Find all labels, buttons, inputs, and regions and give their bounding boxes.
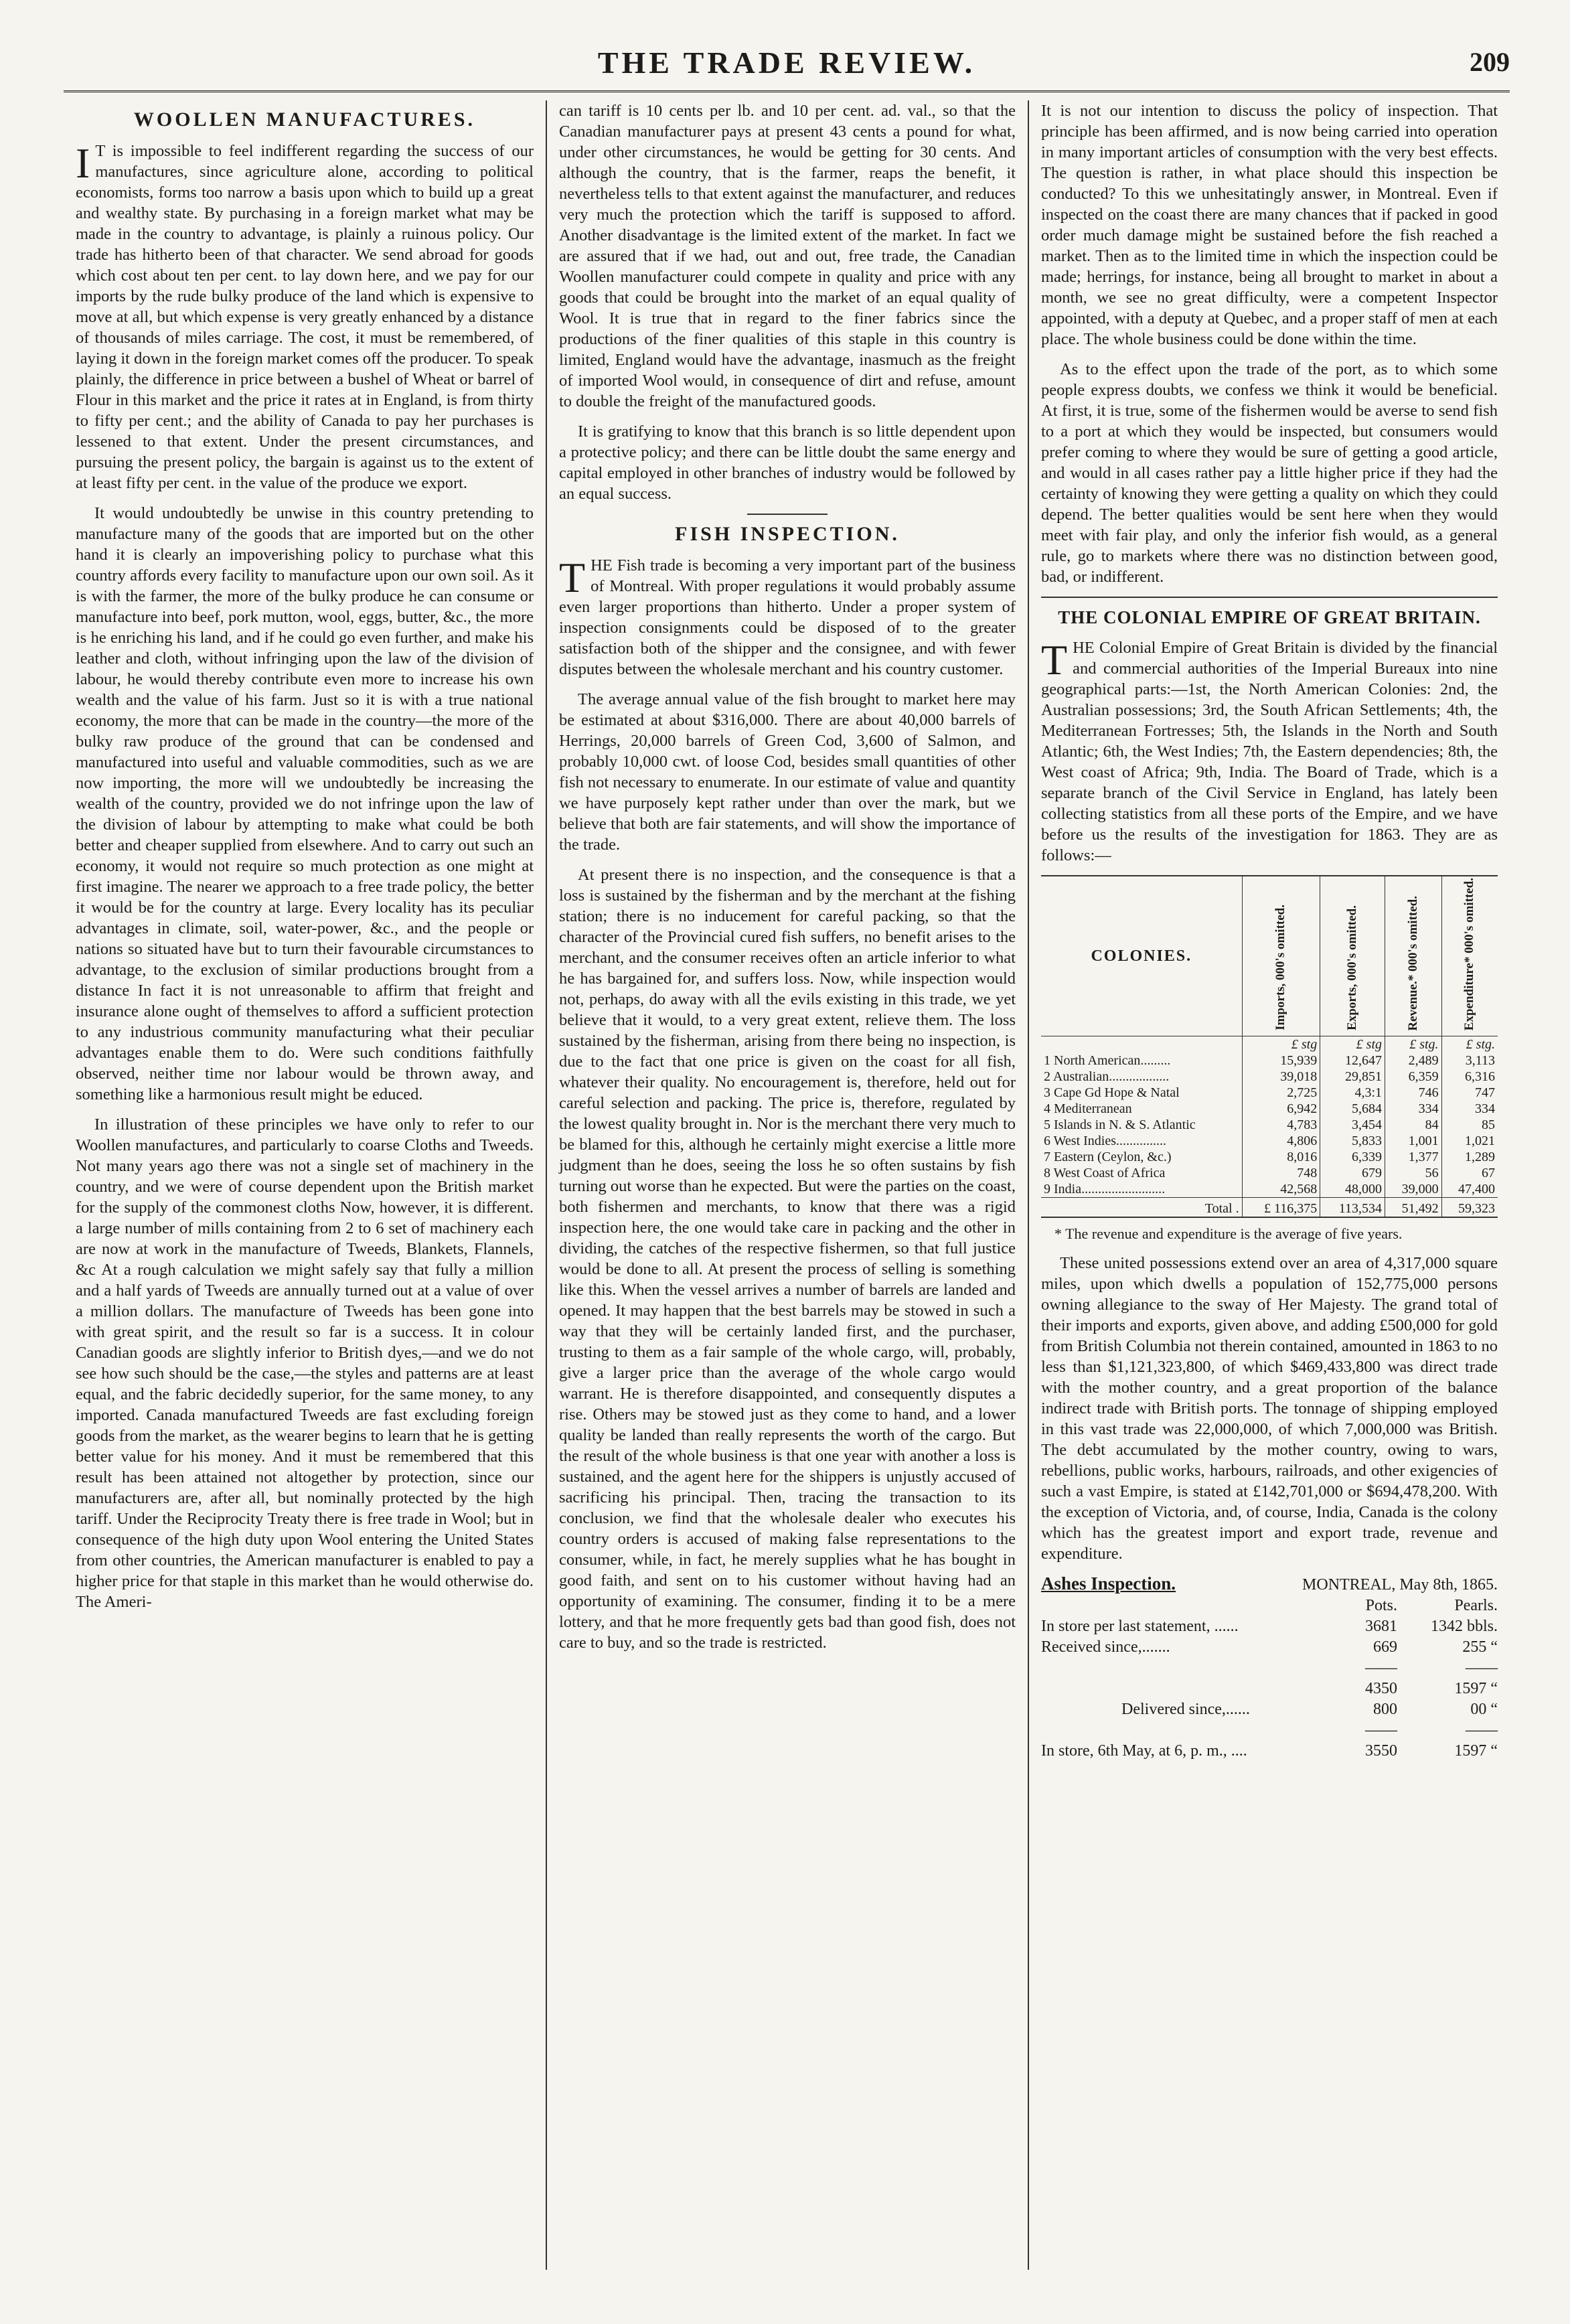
woollen-paragraph-2: It would undoubtedly be unwise in this country pretending to manufacture many of the goods that are imported but on the other hand it is clearly an impoverishing policy to purchase what this country affords every facility to manufacture upon our own soil. As it is with the farmer, the more of the bulky produce he can consume or manufacture into beef, pork mutton, wool, eggs, butter, &c., the more is he enriching his land, and if he could go even further, and make his leather and cloth, without infringing upon the law of the division of labour, he would thereby contribute even more to increase his own wealth and the value of his farm. Just so it is with a true national economy, the more that can be made in the country—the more of the bulky raw produce of the ground that can be condensed and manufactured into useful and valuable commodities, such as we are now importing, the more will we undoubtedly be increasing the wealth of the country, provided we do not infringe upon the law of the division of labour by attempting to make what could be both better and cheaper supplied from elsewhere. And to carry out such an economy, it would not require so much protection as one might at first imagine. The nearer we approach to a free trade policy, the better it would be for the country at large. Every locality has its peculiar advantages in climate, soil, water-power, &c., and the people or nations so situated have but to turn their favourable circumstances to advantage, to the exclusion of similar productions brought from a distance In fact it is not unreasonable to affirm that freight and insurance alone ought of themselves to afford a sufficient protection to any industrious community manufacturing what their peculiar advantages enable them to do. Were such conditions faithfully observed, neither time nor labour would be thrown away, and something like a harmonious result might be educed. xyxy=(76,504,534,1103)
table-total-row: Total . £ 116,375 113,534 51,492 59,323 xyxy=(1041,1198,1498,1218)
colonies-table xyxy=(1041,875,1498,1218)
table-footnote: * The revenue and expenditure is the average of five years. xyxy=(1054,1225,1403,1243)
table-row: 6 West Indies............... 4,806 5,833 1,001 1,021 xyxy=(1041,1133,1498,1149)
table-row: 5 Islands in N. & S. Atlantic 4,783 3,454 84 85 xyxy=(1041,1117,1498,1133)
table-header-colonies: COLONIES. xyxy=(1041,876,1242,1036)
fish-heading: FISH INSPECTION. xyxy=(675,523,900,545)
columns xyxy=(64,100,1510,2270)
colonial-heading: THE COLONIAL EMPIRE OF GREAT BRITAIN. xyxy=(1041,597,1498,628)
ashes-subtotal: 4350 1597 “ xyxy=(1365,1680,1498,1698)
woollen-paragraph-4: can tariff is 10 cents per lb. and 10 per cent. ad. val., so that the Canadian manufacturer pays at present 43 cents a pound for what, under other circumstances, he would be getting for 30 cents. And although the country, that is the farmer, reaps the benefit, it nevertheless tells to that extent against the manufacturer, and reduces very much the protection which the tariff is supposed to afford. Another disadvantage is the limited extent of the market. In fact we are assured that if we had, out and out, free trade, the Canadian Woollen manufacturer could compete in quality and price with any goods that could be brought into the market of an equal quality of Wool. It is true that in regard to the finer fabrics since the productions of the finer qualities of this staple in this country is limited, England would have the advantage, inasmuch as the freight of imported Wool would, in consequence of dirt and refuse, amount to double the freight of the manufactured goods. xyxy=(559,102,1016,410)
ashes-dateline: MONTREAL, May 8th, 1865. xyxy=(1302,1576,1498,1594)
column-3 xyxy=(1028,100,1510,2270)
publication-title: THE TRADE REVIEW. xyxy=(597,46,976,80)
woollen-paragraph-3: In illustration of these principles we have only to refer to our Woollen manufactures, and particularly to coarse Cloths and Tweeds. Not many years ago there was not a single set of machinery in the country, and we were of course dependent upon the British market for the supply of the commonest cloths Now, however, it is different. a large number of mills containing from 2 to 6 set of machinery each are now at work in the manufacture of Tweeds, Blankets, Flannels, &c At a rough calculation we might safely say that fully a million and a half yards of Tweeds are annually turned out at a value of over a million dollars. The manufacture of Tweeds has been gone into with great spirit, and the result so far is a success. It in colour Canadian goods are slightly inferior to British dyes,—and we do not see how such should be the case,—the styles and patterns are at least equal, and the fabric decidedly superior, for the same money, to any imported. Canada manufactured Tweeds are fast excluding foreign goods from the market, as the wearer begins to learn that he is getting better value for his money. And it must be remembered that this result has been attained not altogether by protection, since our manufacturers are, after all, but nominally protected by the high tariff. Under the Reciprocity Treaty there is free trade in Wool; but in consequence of the high duty upon Wool entering the United States from other countries, the American manufacturer is enabled to pay a higher price for that staple in this market than he would otherwise do. The Ameri- xyxy=(76,1115,534,1611)
ashes-title: Ashes Inspection. xyxy=(1041,1573,1176,1594)
table-header-revenue: Revenue.* 000's omitted. xyxy=(1385,876,1442,1036)
table-row: 1 North American......... 15,939 12,647 2,489 3,113 xyxy=(1041,1053,1498,1069)
colonial-intro: THE Colonial Empire of Great Britain is divided by the financial and commercial authorities of the Imperial Bureaux into nine geographical parts:—1st, the North American Colonies: 2nd, the Australian possessions; 3rd, the South African Settlements; 4th, the Mediterranean Fortresses; 5th, the Islands in the North and South Atlantic; 6th, the West Indies; 7th, the Eastern dependencies; 8th, the West coast of Africa; 9th, India. The Board of Trade, which is a separate branch of the Civil Service in England, has lately been collecting statistics from all these ports of the Empire, and we have before us the results of the investigation for 1863. They are as follows:— xyxy=(1041,636,1498,864)
table-row: 8 West Coast of Africa 748 679 56 67 xyxy=(1041,1165,1498,1181)
table-row: 4 Mediterranean 6,942 5,684 334 334 xyxy=(1041,1101,1498,1117)
fish-paragraph-5: As to the effect upon the trade of the port, as to which some people express doubts, we confess we think it would be beneficial. At first, it is true, some of the fishermen would be averse to send fish to a port at which they would be inspected, but consumers would prefer coming to where they would be sure of getting a good article, and would in all cases rather pay a little higher price if they had the certainty of knowing they were getting a quality on which they could depend. The better qualities would be sent here when they would meet with fair play, and only the inferior fish would, as a general rule, go to markets where there was no distinction between good, bad, or indifferent. xyxy=(1041,360,1498,586)
table-row: 2 Australian.................. 39,018 29,851 6,359 6,316 xyxy=(1041,1069,1498,1085)
colonial-dropcap: T xyxy=(1041,636,1068,684)
ashes-row: Received since,....... 669 255 “ xyxy=(1041,1638,1498,1656)
masthead xyxy=(64,37,1510,92)
ashes-delivered: Delivered since,...... 800 00 “ xyxy=(1121,1701,1498,1719)
fish-paragraph-4: It is not our intention to discuss the policy of inspection. That principle has been affirmed, and is now being carried into operation in many important articles of consumption with the very best effects. The question is rather, in what place should this inspection be conducted? To this we unhesitatingly answer, in Montreal. Even if inspected on the coast there are many chances that if packed in good order much damage might be sustained before the fish reached a market. Then as to the limited time in which the inspection could be made; herrings, for instance, being all brought to market in about a month, we see no great difficulty, were a competent Inspector appointed, with a deputy at Quebec, and a proper staff of men at each place. The whole business could be done within the time. xyxy=(1041,102,1498,348)
ashes-final: In store, 6th May, at 6, p. m., .... 3550 1597 “ xyxy=(1041,1742,1498,1760)
ashes-row: In store per last statement, ...... 3681 1342 bbls. xyxy=(1041,1618,1498,1636)
table-units-row: £ stg £ stg £ stg. £ stg. xyxy=(1041,1036,1498,1053)
section-divider xyxy=(747,514,828,515)
ashes-inspection xyxy=(1041,1573,1498,1762)
woollen-paragraph-5: It is gratifying to know that this branch is so little dependent upon a protective policy; and there can be little doubt the same energy and capital employed in other branches of industry would be followed by an equal success. xyxy=(559,422,1016,503)
fish-dropcap: T xyxy=(559,554,586,601)
page-number: 209 xyxy=(1470,47,1510,77)
fish-paragraph-3: At present there is no inspection, and the consequence is that a loss is sustained by the fisherman and by the merchant at the fishing station; there is no inducement for careful packing, so that the character of the Provincial cured fish suffers, no benefit arises to the merchant, and the consumer receives often an article inferior to what he has bargained for, and suffers loss. Now, while inspection would not, perhaps, do away with all the evils existing in this trade, we yet believe that it would, to a very great extent, relieve them. The loss sustained by the fisherman, arising from there being no inspection, is due to the fact that one price is given on the coast for all fish, whatever their quality. No encouragement is, therefore, held out for careful selection and packing. The price is, therefore, regulated by the lowest quality brought in. Nor is the merchant there very much to be blamed for this, although he certainly might exercise a little more judgment than he does, seeing the loss he so often sustains by fish turning out worse than he expected. But were the parties on the coast, both fishermen and merchants, to know that there was a rigid inspection here, the one would take care in packing and the other in dividing, the catches of the respective fishermen, so that full justice would be done to all. At present the process of selling is something like this. When the vessel arrives a number of barrels are landed and opened. It may happen that the best barrels may be stowed in such a way that they will be certainly landed first, and the purchaser, trusting to them as a fair sample of the whole cargo, will, probably, give a larger price than the average of the whole cargo would warrant. He is therefore disappointed, and consequently disputes a rise. Others may be stowed just as they come to hand, and a lower quality be landed than really represents the worth of the cargo. But the result of the whole business is that one year with another a loss is sustained, and the agent here for the shippers is unjustly accused of sacrificing his principal. Then, tracing the transaction to its conclusion, we find that the wholesale dealer who executes his country orders is accused of making false representations to the consumer, while, in fact, he merely supplies what he has bought in good faith, and sent on to his customer without having had an opportunity of examining. The consumer, finding it to be a mere lottery, and that he more frequently gets bad than good fish, does not care to buy, and so the trade is restricted. xyxy=(559,866,1016,1652)
column-2 xyxy=(546,100,1028,2270)
table-row: 3 Cape Gd Hope & Natal 2,725 4,3:1 746 747 xyxy=(1041,1085,1498,1101)
woollen-heading: WOOLLEN MANUFACTURES. xyxy=(133,108,476,131)
woollen-paragraph-1: I T is impossible to feel indifferent regarding the success of our manufactures, since agriculture alone, according to political economists, forms too narrow a basis upon which to build up a great and wealthy state. By purchasing in a foreign market what may be made in the country to advantage, is plainly a ruinous policy. Our trade has hitherto been of that character. We send abroad for goods which cost about ten per cent. to lay down here, and we pay for our imports by the rude bulky produce of the land which is expensive to move at all, but which expense is very greatly enhanced by a distance of thousands of miles carriage. The cost, it must be remembered, of laying it down in the foreign market comes off the producer. To speak plainly, the difference in price between a bushel of Wheat or barrel of Flour in this market and the price it rates at in England, is from thirty to fifty per cent.; and the ability of Canada to pay her purchases is lessened to that extent. Under the present circumstances, and pursuing the present policy, the bargain is against us to the extent of at least fifty per cent. in the value of the produce we export. xyxy=(76,139,534,492)
ashes-column-headers: Pots. Pearls. xyxy=(1365,1597,1498,1615)
table-row: 7 Eastern (Ceylon, &c.) 8,016 6,339 1,377 1,289 xyxy=(1041,1149,1498,1165)
table-row: 9 India......................... 42,568 48,000 39,000 47,400 xyxy=(1041,1181,1498,1198)
table-header-imports: Imports, 000's omitted. xyxy=(1242,876,1320,1036)
table-header-expenditure: Expenditure* 000's omitted. xyxy=(1441,876,1498,1036)
ashes-rule: —— —— xyxy=(1365,1659,1498,1677)
fish-paragraph-1: THE Fish trade is becoming a very important part of the business of Montreal. With proper regulations it would probably assume even larger proportions than hitherto. Under a proper system of inspection consignments could be disposed of to the greater satisfaction both of the shipper and the consignee, and with fewer disputes between the wholesale merchant and his country customer. xyxy=(559,554,1016,678)
colonial-body: These united possessions extend over an area of 4,317,000 square miles, upon which dwells a population of 152,775,000 persons owning allegiance to the sway of Her Majesty. The grand total of their imports and exports, given above, and adding £500,000 for gold from British Columbia not therein contained, amounted in 1863 to no less than $1,121,323,800, of which $469,433,800 was direct trade with the mother country, and a great proportion of the balance indirect trade with British ports. The tonnage of shipping employed in this vast trade was 22,000,000, of which 7,000,000 was British. The debt accumulated by the mother country, owing to wars, rebellions, public works, harbours, railroads, and other exigencies of such a vast Empire, is stated at £142,701,000 or $694,478,200. With the exception of Victoria, and, of course, India, Canada is the colony which has the greatest import and export trade, revenue and expenditure. xyxy=(1041,1254,1498,1563)
fish-paragraph-2: The average annual value of the fish brought to market here may be estimated at about $316,000. There are about 40,000 barrels of Herrings, 20,000 barrels of Green Cod, 3,600 of Salmon, and probably 10,000 cwt. of loose Cod, besides small quantities of other fish not necessary to enumerate. In our estimate of value and quantity we have purposely kept rather under than over the mark, but we believe that both are fair statements, and will show the importance of the trade. xyxy=(559,690,1016,854)
column-1 xyxy=(64,100,546,2270)
ashes-rule: —— —— xyxy=(1365,1721,1498,1739)
woollen-dropcap: I xyxy=(76,139,90,187)
table-header-exports: Exports, 000's omitted. xyxy=(1320,876,1385,1036)
